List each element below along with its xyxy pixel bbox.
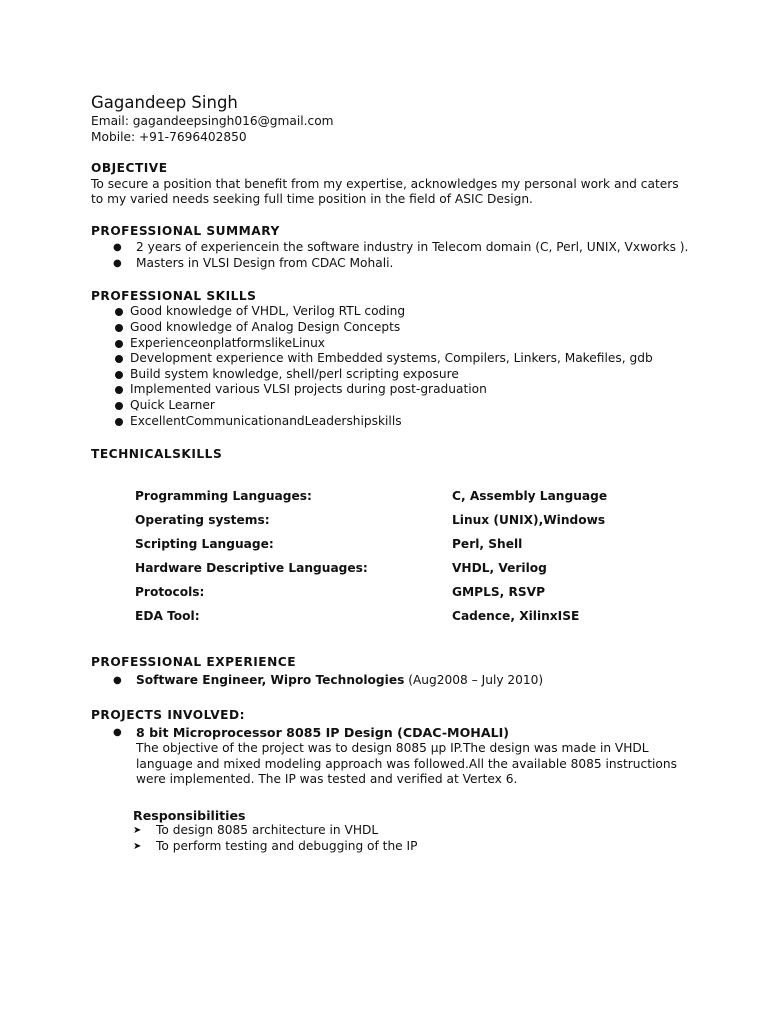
table-row: Protocols: GMPLS, RSVP — [135, 584, 546, 599]
bullet-icon — [115, 355, 123, 363]
job-period: (Aug2008 – July 2010) — [408, 673, 544, 688]
projects-list — [91, 725, 691, 787]
list-item: ➤ To design 8085 architecture in VHDL — [133, 823, 379, 838]
list-item: Development experience with Embedded systems, Compilers, Linkers, Makefiles, gdb — [91, 351, 691, 367]
resume-page — [91, 92, 691, 855]
bullet-icon — [115, 386, 123, 394]
table-row: EDA Tool: Cadence, XilinxISE — [135, 608, 580, 623]
list-item: Quick Learner — [91, 398, 691, 414]
list-item: ExperienceonplatformslikeLinux — [91, 336, 691, 352]
arrow-bullet-icon: ➤ — [133, 841, 142, 853]
list-item: ➤ To perform testing and debugging of the IP — [133, 839, 418, 854]
technical-skills-table — [135, 485, 607, 629]
arrow-bullet-icon: ➤ — [133, 825, 142, 837]
table-row: Programming Languages: C, Assembly Language — [135, 488, 608, 503]
list-item: ● 2 years of experiencein the software industry in Telecom domain (C, Perl, UNIX, Vxworks ). — [113, 239, 689, 254]
bullet-icon — [115, 402, 123, 410]
experience-list — [91, 673, 691, 689]
table-row: Scripting Language: Perl, Shell — [135, 536, 523, 551]
list-item: Build system knowledge, shell/perl scripting exposure — [91, 367, 691, 383]
list-item — [91, 725, 691, 787]
list-item: Good knowledge of Analog Design Concepts — [91, 320, 691, 336]
list-item — [91, 673, 691, 689]
bullet-icon: ● — [113, 727, 122, 739]
list-item: Implemented various VLSI projects during post-graduation — [91, 382, 691, 398]
summary-list — [91, 240, 691, 272]
bullet-icon — [115, 340, 123, 348]
objective-text: To secure a position that benefit from my expertise, acknowledges my personal work and caters to my varied needs seeking full time position in the field of ASIC Design. — [91, 176, 679, 207]
projects-heading: PROJECTS INVOLVED: — [91, 707, 245, 722]
project-description: The objective of the project was to design 8085 µp IP.The design was made in VHDL language and mixed modeling approach was followed.All the available 8085 instructions were implemented. The IP was tested and verified at Vertex 6. — [136, 741, 677, 787]
mobile-line: Mobile: +91-7696402850 — [91, 129, 247, 144]
bullet-icon — [115, 371, 123, 379]
technical-heading: TECHNICALSKILLS — [91, 447, 223, 462]
experience-heading: PROFESSIONAL EXPERIENCE — [91, 654, 297, 669]
bullet-icon — [115, 324, 123, 332]
bullet-icon — [115, 418, 123, 426]
job-role: Software Engineer, Wipro Technologies — [136, 673, 405, 688]
skills-heading: PROFESSIONAL SKILLS — [91, 288, 257, 303]
bullet-icon — [115, 308, 123, 316]
project-title: 8 bit Microprocessor 8085 IP Design (CDAC-MOHALI) — [136, 725, 510, 741]
bullet-icon: ● — [113, 258, 122, 270]
list-item: ExcellentCommunicationandLeadershipskills — [91, 414, 691, 430]
bullet-icon: ● — [113, 241, 122, 253]
table-row: Operating systems: Linux (UNIX),Windows — [135, 512, 606, 527]
list-item: ● Masters in VLSI Design from CDAC Mohali. — [113, 256, 394, 271]
skills-list — [91, 304, 691, 429]
responsibilities-list — [133, 823, 691, 854]
list-item: Good knowledge of VHDL, Verilog RTL coding — [91, 304, 691, 320]
responsibilities-section — [91, 808, 691, 855]
email-line: Email: gagandeepsingh016@gmail.com — [91, 114, 334, 128]
table-row: Hardware Descriptive Languages: VHDL, Verilog — [135, 560, 547, 575]
responsibilities-heading: Responsibilities — [133, 807, 246, 823]
bullet-icon: ● — [113, 675, 122, 687]
summary-heading: PROFESSIONAL SUMMARY — [91, 223, 280, 238]
candidate-name: Gagandeep Singh — [91, 93, 238, 112]
objective-heading: OBJECTIVE — [91, 161, 168, 176]
